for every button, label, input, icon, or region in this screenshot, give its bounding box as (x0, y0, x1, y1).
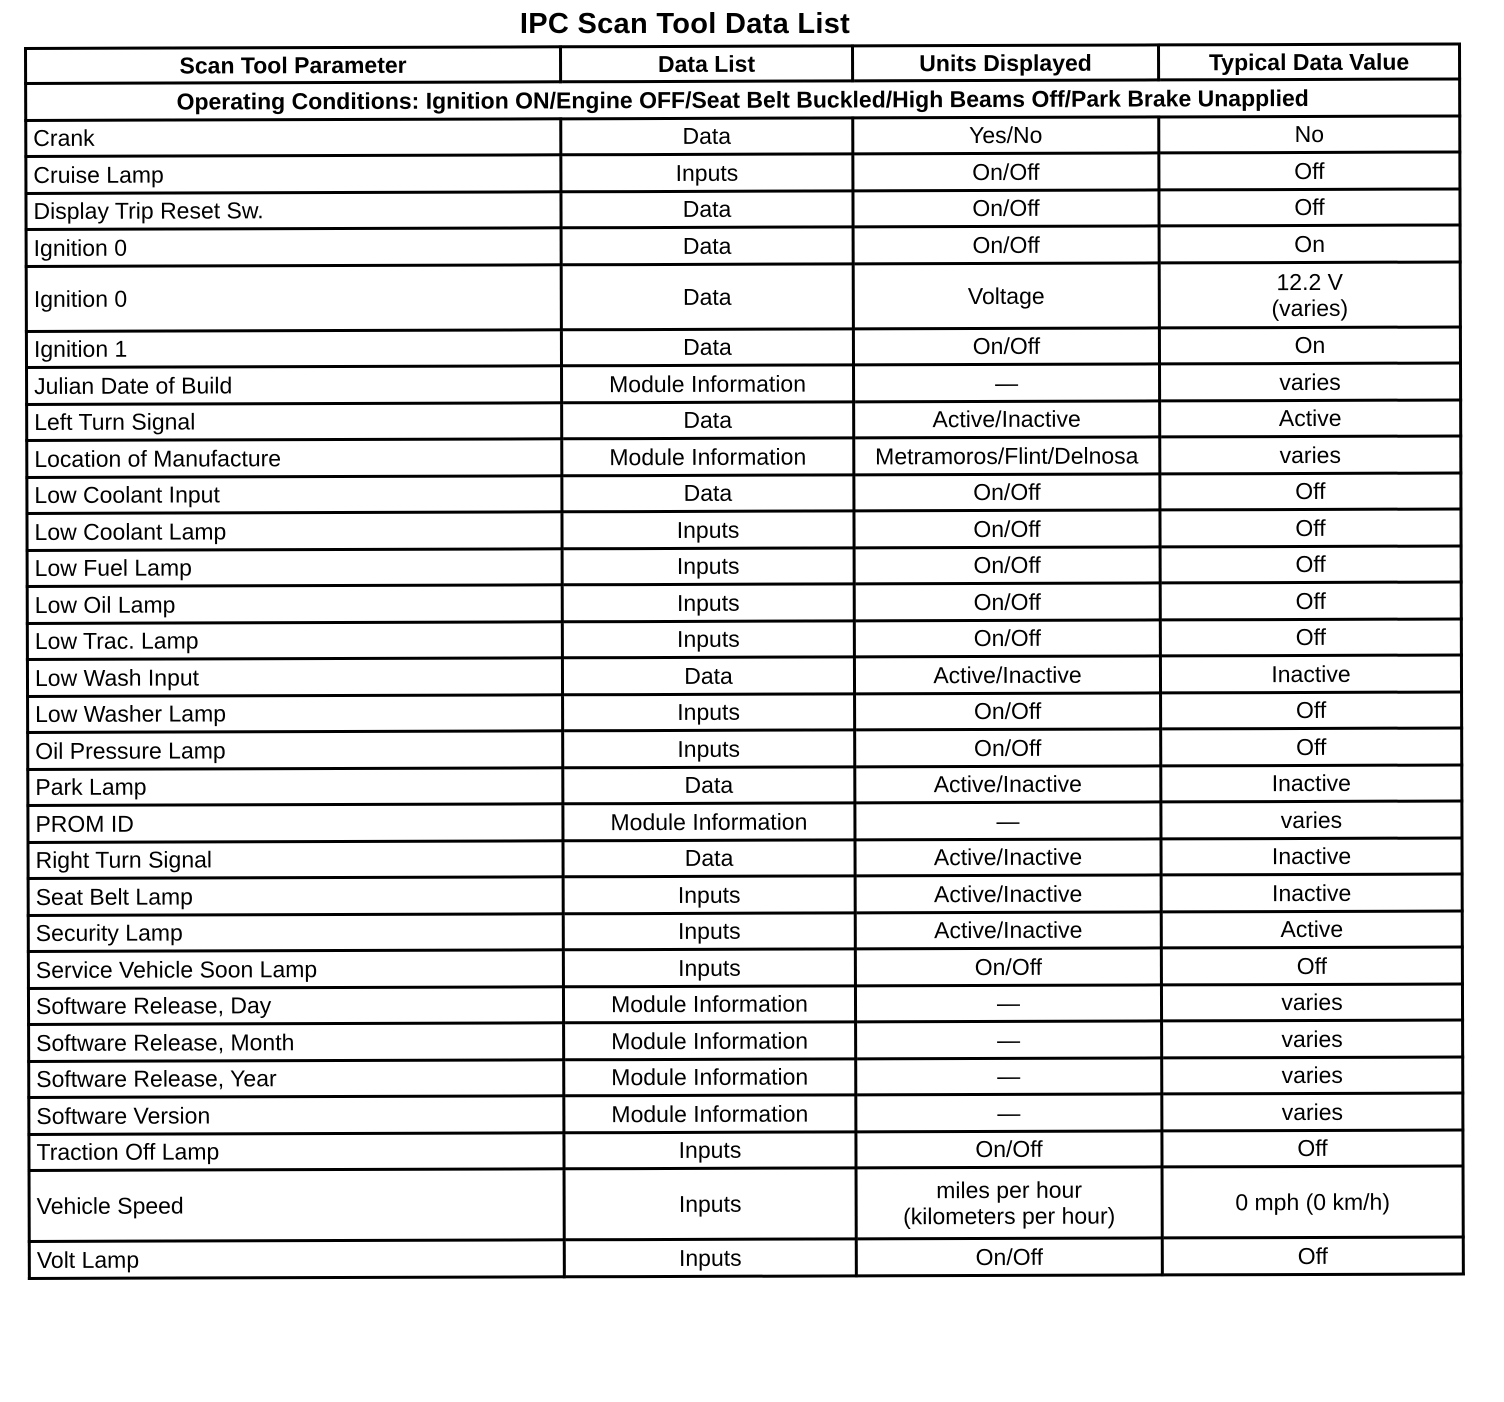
cell-parameter: Low Washer Lamp (28, 694, 563, 732)
cell-parameter: Display Trip Reset Sw. (26, 191, 561, 229)
cell-typical: varies (1160, 363, 1461, 400)
cell-data-list: Inputs (564, 1131, 856, 1168)
cell-data-list: Data (561, 328, 853, 365)
cell-typical: Active (1161, 910, 1462, 947)
table-row (27, 618, 1461, 659)
cell-data-list: Data (562, 401, 854, 438)
table-row (28, 691, 1462, 732)
cell-units: Active/Inactive (855, 765, 1161, 802)
cell-parameter: Low Trac. Lamp (27, 621, 562, 659)
table-row (29, 1237, 1463, 1278)
table-row (27, 472, 1461, 513)
cell-parameter: Low Coolant Lamp (27, 512, 562, 550)
cell-typical: Inactive (1160, 655, 1461, 692)
cell-units: Active/Inactive (855, 875, 1161, 912)
cell-data-list: Inputs (562, 620, 854, 657)
header-row (26, 44, 1460, 84)
cell-units: On/Off (853, 153, 1159, 190)
cell-typical: Off (1161, 728, 1462, 765)
cell-parameter: Ignition 0 (26, 264, 561, 331)
table-row (28, 947, 1462, 988)
cell-typical: varies (1162, 1093, 1463, 1130)
cell-parameter: Security Lamp (28, 913, 563, 951)
table-row (26, 326, 1460, 367)
scan-tool-data-table (24, 42, 1465, 1279)
cell-data-list: Data (563, 839, 855, 876)
table-row (28, 910, 1462, 951)
cell-data-list: Module Information (562, 365, 854, 402)
cell-data-list: Data (563, 766, 855, 803)
cell-parameter: Volt Lamp (29, 1240, 564, 1278)
cell-units: Active/Inactive (854, 400, 1160, 437)
cell-units: On/Off (853, 327, 1159, 364)
cell-units: On/Off (853, 189, 1159, 226)
cell-units: — (856, 1021, 1162, 1058)
cell-data-list: Inputs (564, 1168, 856, 1240)
cell-units: Voltage (853, 262, 1159, 328)
cell-typical: varies (1160, 436, 1461, 473)
table-body (26, 79, 1464, 1278)
cell-typical-line1: 12.2 V (1276, 268, 1344, 295)
cell-units: On/Off (855, 692, 1161, 729)
cell-parameter: Service Vehicle Soon Lamp (28, 950, 563, 988)
cell-units: On/Off (856, 1130, 1162, 1167)
cell-parameter: Software Version (29, 1096, 564, 1134)
table-row (26, 261, 1460, 331)
cell-parameter: Julian Date of Build (27, 366, 562, 404)
cell-data-list: Inputs (562, 511, 854, 548)
cell-data-list: Inputs (562, 547, 854, 584)
cell-typical: On (1159, 225, 1460, 262)
cell-units: Metramoros/Flint/Delnosa (854, 437, 1160, 474)
cell-parameter: Traction Off Lamp (29, 1132, 564, 1170)
cell-data-list: Inputs (563, 912, 855, 949)
cell-parameter: Software Release, Year (29, 1059, 564, 1097)
cell-data-list: Inputs (563, 876, 855, 913)
cell-parameter: Ignition 0 (26, 228, 561, 266)
cell-units: On/Off (854, 583, 1160, 620)
cell-units (856, 1167, 1162, 1239)
cell-typical: Off (1159, 152, 1460, 189)
cell-data-list: Module Information (562, 438, 854, 475)
cell-parameter: Software Release, Day (28, 986, 563, 1024)
cell-data-list: Inputs (563, 949, 855, 986)
cell-units: Active/Inactive (855, 911, 1161, 948)
cell-typical: No (1159, 115, 1460, 152)
table-row (29, 1056, 1463, 1097)
cell-typical: Off (1160, 472, 1461, 509)
cell-data-list: Inputs (562, 584, 854, 621)
cell-units: — (854, 364, 1160, 401)
cell-units: Yes/No (853, 116, 1159, 153)
cell-typical: Off (1160, 545, 1461, 582)
table-row (26, 225, 1460, 266)
cell-parameter: Ignition 1 (26, 329, 561, 367)
cell-parameter: Low Wash Input (27, 658, 562, 696)
table-row (27, 582, 1461, 623)
table-row (27, 545, 1461, 586)
cell-typical: varies (1161, 983, 1462, 1020)
cell-typical: Off (1161, 947, 1462, 984)
cell-parameter: Vehicle Speed (29, 1169, 564, 1242)
cell-parameter: PROM ID (28, 804, 563, 842)
column-header-units: Units Displayed (853, 45, 1159, 81)
cell-units: — (855, 802, 1161, 839)
cell-units: On/Off (854, 510, 1160, 547)
cell-typical: varies (1162, 1020, 1463, 1057)
page-title: IPC Scan Tool Data List (519, 8, 851, 40)
cell-data-list: Data (561, 190, 853, 227)
table-row (26, 152, 1460, 193)
cell-parameter: Low Coolant Input (27, 475, 562, 513)
column-header-parameter: Scan Tool Parameter (26, 47, 561, 84)
table-row (29, 1093, 1463, 1134)
cell-typical: Off (1162, 1129, 1463, 1166)
cell-data-list: Data (561, 227, 853, 264)
cell-units: On/Off (855, 948, 1161, 985)
cell-units: On/Off (855, 729, 1161, 766)
cell-data-list: Data (562, 657, 854, 694)
cell-typical: Inactive (1161, 874, 1462, 911)
table-row (29, 1129, 1463, 1170)
table-row (27, 436, 1461, 477)
table-row (26, 115, 1460, 156)
table-row (27, 655, 1461, 696)
cell-units: On/Off (854, 473, 1160, 510)
table-row (29, 1020, 1463, 1061)
cell-units: On/Off (856, 1238, 1162, 1275)
cell-typical: varies (1162, 1056, 1463, 1093)
table-row (28, 801, 1462, 842)
column-header-typical: Typical Data Value (1158, 44, 1459, 80)
table-row (27, 509, 1461, 550)
cell-data-list: Module Information (563, 985, 855, 1022)
cell-units-line2: (kilometers per hour) (903, 1202, 1116, 1230)
cell-units: On/Off (854, 619, 1160, 656)
cell-units: — (856, 1057, 1162, 1094)
cell-parameter: Cruise Lamp (26, 155, 561, 193)
cell-typical: Off (1159, 188, 1460, 225)
cell-units-line1: miles per hour (936, 1176, 1082, 1204)
cell-units: On/Off (853, 226, 1159, 263)
table-row (28, 837, 1462, 878)
cell-typical: 0 mph (0 km/h) (1162, 1166, 1463, 1238)
cell-parameter: Software Release, Month (29, 1023, 564, 1061)
table-row (27, 399, 1461, 440)
cell-parameter: Low Fuel Lamp (27, 548, 562, 586)
cell-typical: Off (1160, 582, 1461, 619)
cell-parameter: Oil Pressure Lamp (28, 731, 563, 769)
table-row (28, 728, 1462, 769)
cell-data-list: Inputs (564, 1239, 856, 1276)
cell-typical: Off (1160, 509, 1461, 546)
table-row (27, 363, 1461, 404)
table-row (26, 188, 1460, 229)
cell-units: — (855, 984, 1161, 1021)
cell-units: On/Off (854, 546, 1160, 583)
cell-data-list: Data (562, 474, 854, 511)
cell-typical: Active (1160, 399, 1461, 436)
cell-typical: varies (1161, 801, 1462, 838)
cell-typical: Off (1160, 618, 1461, 655)
cell-data-list: Module Information (563, 803, 855, 840)
cell-data-list: Module Information (564, 1095, 856, 1132)
cell-parameter: Location of Manufacture (27, 439, 562, 477)
cell-data-list: Data (561, 263, 853, 329)
cell-parameter: Low Oil Lamp (27, 585, 562, 623)
cell-data-list: Inputs (561, 154, 853, 191)
cell-typical: Off (1161, 691, 1462, 728)
column-header-data-list: Data List (561, 46, 853, 82)
table-row (28, 983, 1462, 1024)
table-row (28, 764, 1462, 805)
cell-typical: Inactive (1161, 764, 1462, 801)
operating-conditions: Operating Conditions: Ignition ON/Engine OFF/Seat Belt Buckled/High Beams Off/Park Brake Unapplied (26, 79, 1460, 120)
cell-typical: Off (1162, 1237, 1463, 1274)
cell-data-list: Module Information (564, 1022, 856, 1059)
table-row (28, 874, 1462, 915)
cell-units: Active/Inactive (854, 656, 1160, 693)
cell-data-list: Inputs (563, 730, 855, 767)
cell-data-list: Module Information (564, 1058, 856, 1095)
cell-typical-line2: (varies) (1271, 294, 1349, 321)
operating-conditions-row (26, 79, 1460, 120)
cell-data-list: Inputs (563, 693, 855, 730)
cell-parameter: Right Turn Signal (28, 840, 563, 878)
cell-parameter: Crank (26, 118, 561, 156)
table-row (29, 1166, 1463, 1242)
cell-data-list: Data (561, 117, 853, 154)
cell-typical (1159, 261, 1460, 327)
cell-units: Active/Inactive (855, 838, 1161, 875)
cell-units: — (856, 1094, 1162, 1131)
cell-typical: On (1159, 326, 1460, 363)
cell-parameter: Left Turn Signal (27, 402, 562, 440)
cell-parameter: Park Lamp (28, 767, 563, 805)
cell-typical: Inactive (1161, 837, 1462, 874)
cell-parameter: Seat Belt Lamp (28, 877, 563, 915)
